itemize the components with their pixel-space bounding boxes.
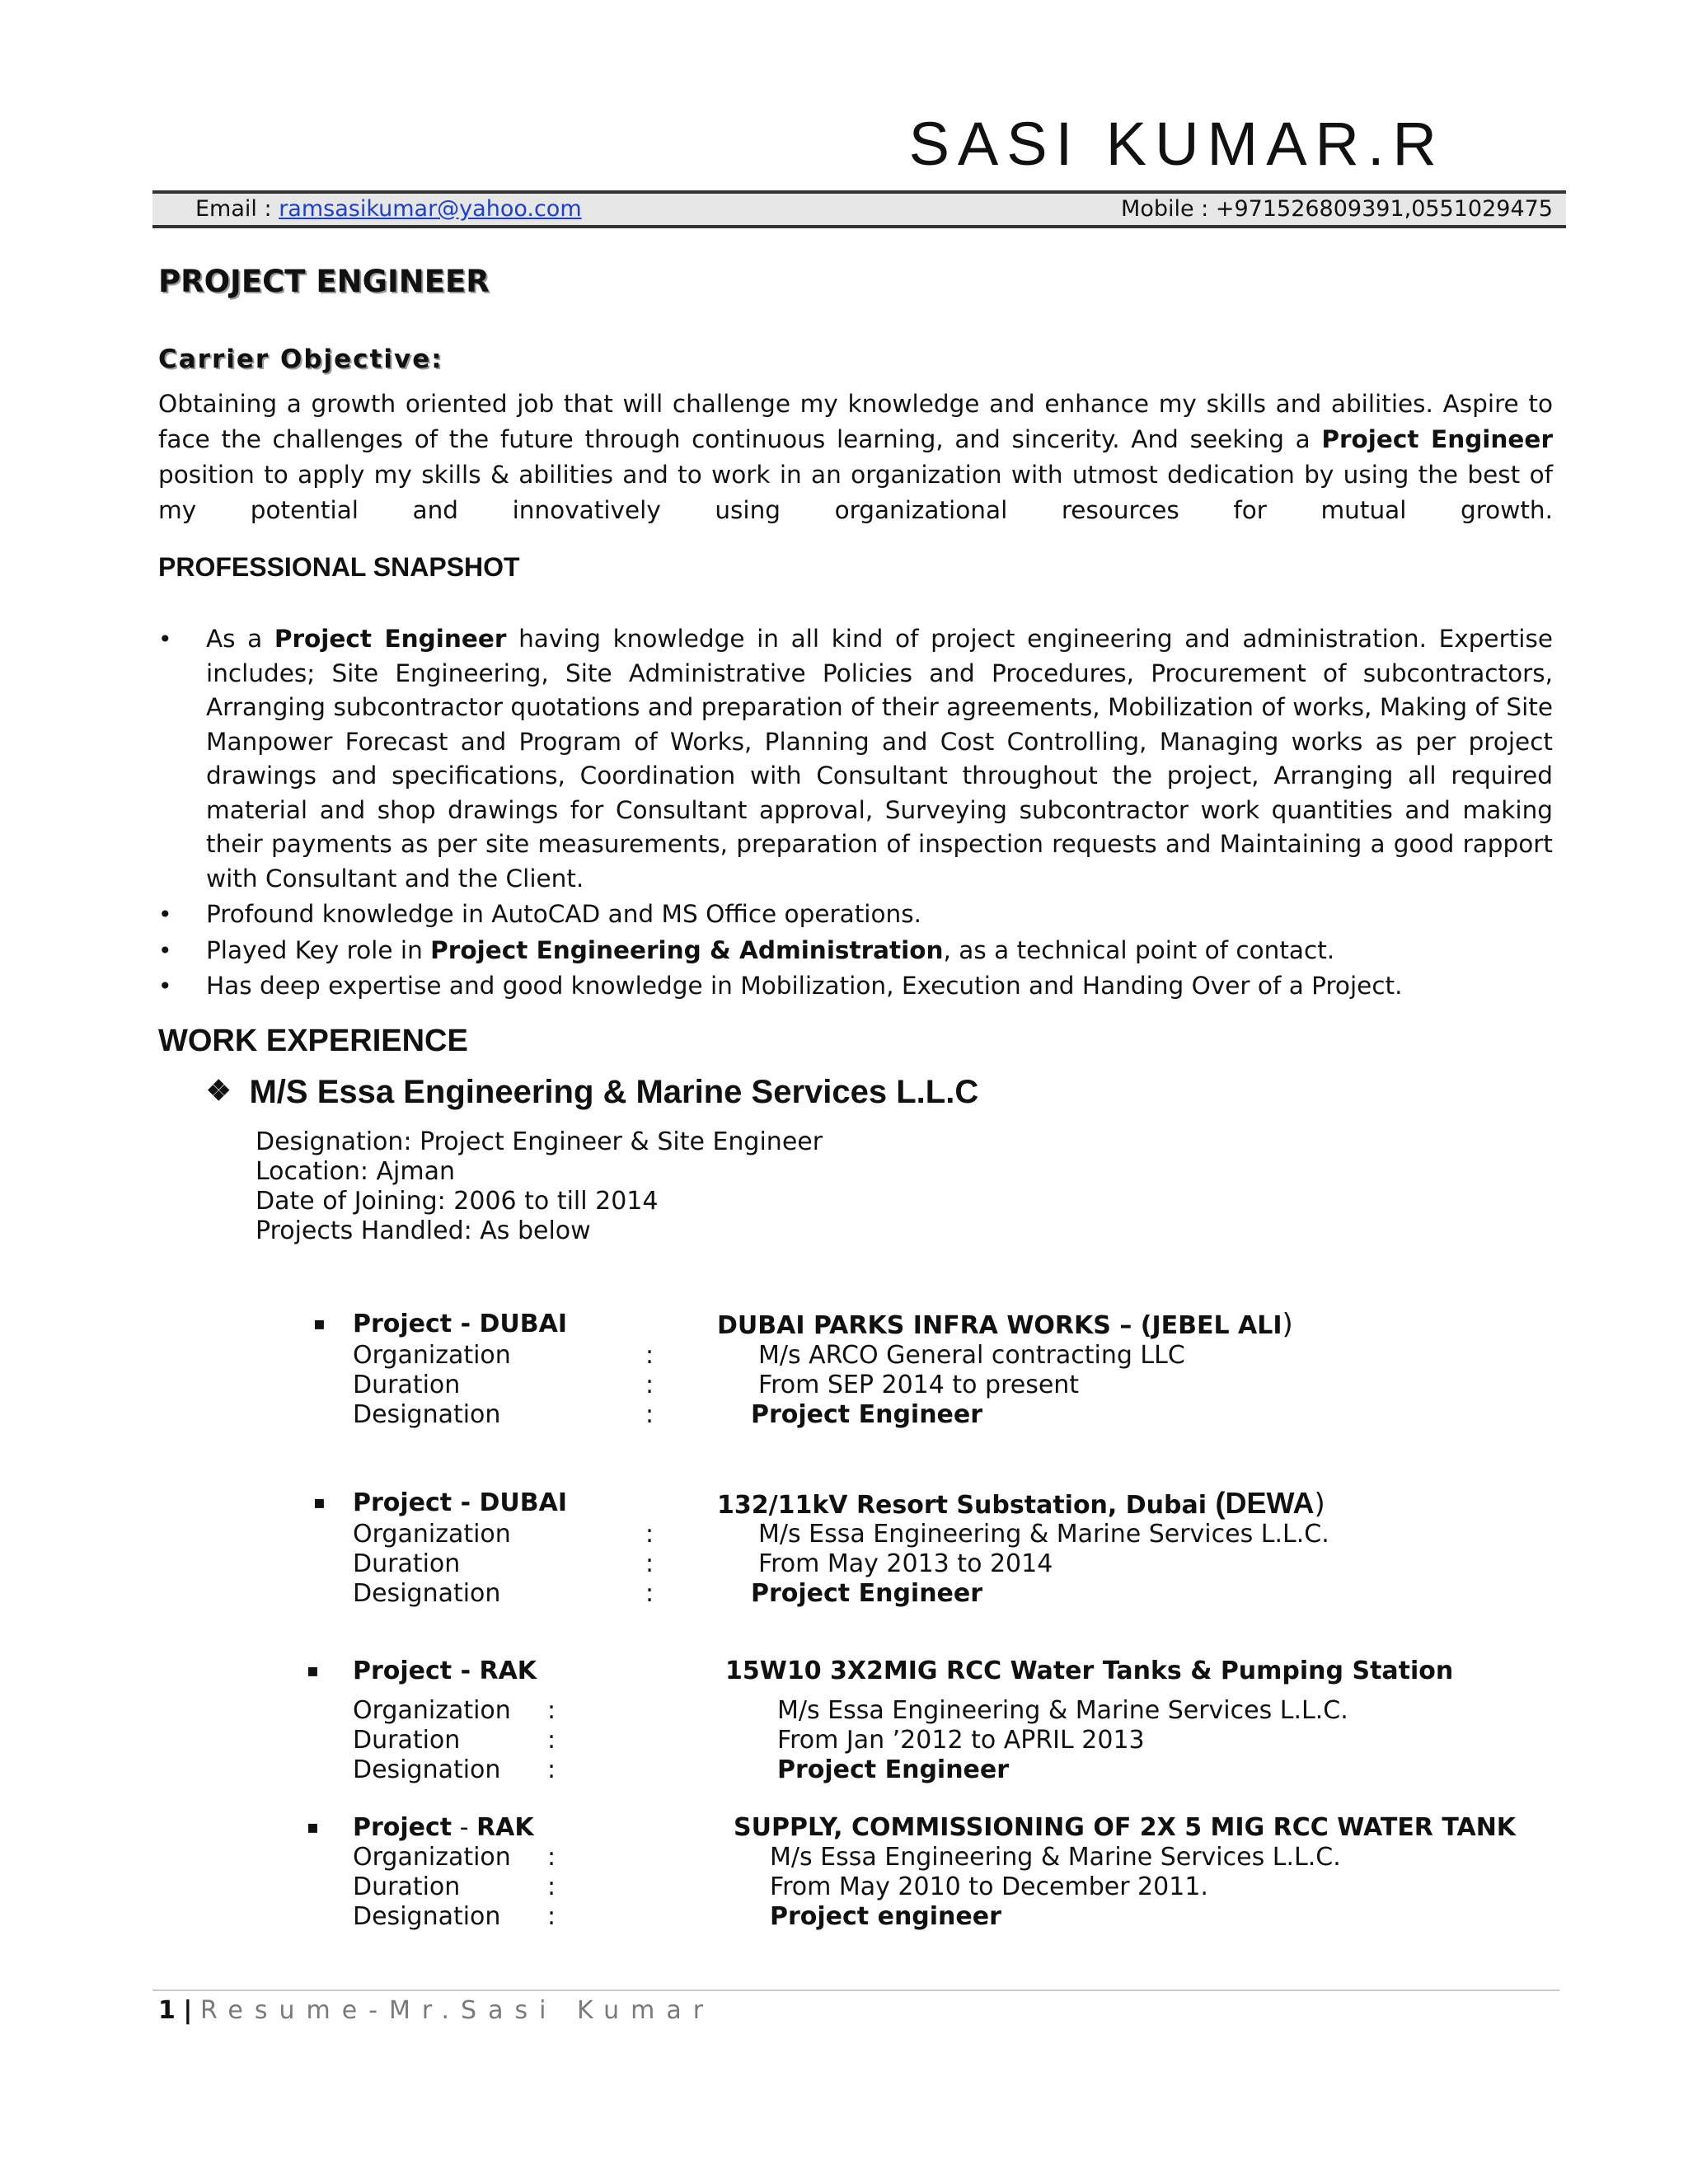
footer-divider xyxy=(152,1990,1559,1991)
snapshot-item xyxy=(158,622,1553,896)
objective-text-1: Obtaining a growth oriented job that will challenge my knowledge and enhance my skills and abilities. Aspire to face the challenges of the future through continuous learning, and sincerity. And seeking a xyxy=(158,390,1553,453)
project-label: Project - DUBAI xyxy=(353,1310,567,1338)
candidate-name: SASI KUMAR.R xyxy=(908,110,1445,178)
diamond-bullet-icon: ❖ xyxy=(206,1076,232,1107)
snapshot-text: having knowledge in all kind of project engineering and administration. Expertise includes; Site Engineering, Site Administrative Policies and Procedures, Procurement of subcontractors, Arranging subcontractor quotations and preparation of their agreements, Mobilization of works, Making of Site Manpower Forecast and Program of Works, Planning and Cost Controlling, Managing works as per project drawings and specifications, Coordination with Consultant throughout the project, Arranging all required material and shop drawings for Consultant approval, Surveying subcontractor work quantities and making their payments as per site measurements, preparation of inspection requests and Maintaining a good rapport with Consultant and the Client. xyxy=(206,625,1553,893)
project-designation: Project Engineer xyxy=(777,1755,1010,1784)
project-title: 15W10 3X2MIG RCC Water Tanks & Pumping Station xyxy=(725,1657,1454,1685)
objective-heading: Carrier Objective: xyxy=(158,344,443,374)
company-joining: Date of Joining: 2006 to till 2014 xyxy=(256,1187,659,1216)
company-name: M/S Essa Engineering & Marine Services L.L.C xyxy=(249,1074,979,1110)
bullet-dot-icon: • xyxy=(158,972,172,1000)
objective-paragraph xyxy=(158,387,1553,528)
snapshot-list xyxy=(158,622,1553,1004)
email-line xyxy=(195,194,582,225)
project-duration: From SEP 2014 to present xyxy=(758,1371,1080,1399)
objective-role: Project Engineer xyxy=(1321,425,1553,453)
page-footer xyxy=(158,1996,715,2025)
project-organization: M/s Essa Engineering & Marine Services L.L.C. xyxy=(770,1843,1341,1872)
snapshot-bold: Project Engineering & Administration xyxy=(430,935,944,964)
mobile-number: Mobile : +971526809391,0551029475 xyxy=(1121,196,1553,222)
snapshot-bold: Project Engineer xyxy=(274,625,507,653)
bullet-dot-icon: • xyxy=(158,936,172,964)
square-bullet-icon: ▪ xyxy=(307,1817,319,1838)
snapshot-text: Has deep expertise and good knowledge in Mobilization, Execution and Handing Over of a Project. xyxy=(206,972,1403,1000)
project-duration: From May 2010 to December 2011. xyxy=(770,1872,1208,1901)
company-heading xyxy=(206,1074,978,1111)
bullet-dot-icon: • xyxy=(158,626,172,653)
snapshot-item xyxy=(158,934,1553,968)
objective-text-2: position to apply my skills & abilities and to work in an organization with utmost dedication by using the best of my potential and innovatively using organizational resources for mutual growth. xyxy=(158,461,1553,524)
snapshot-item xyxy=(158,898,1553,932)
square-bullet-icon: ▪ xyxy=(307,1661,319,1681)
project-label: Project - RAK xyxy=(353,1657,537,1685)
email-link[interactable]: ramsasikumar@yahoo.com xyxy=(279,196,582,222)
company-projects-handled: Projects Handled: As below xyxy=(256,1216,591,1245)
contact-bar xyxy=(152,190,1566,228)
snapshot-text: Profound knowledge in AutoCAD and MS Office operations. xyxy=(206,900,921,928)
snapshot-text: As a xyxy=(206,625,274,653)
bullet-dot-icon: • xyxy=(158,901,172,928)
project-organization: M/s Essa Engineering & Marine Services L.L.C. xyxy=(777,1696,1348,1725)
square-bullet-icon: ▪ xyxy=(313,1493,326,1513)
snapshot-heading: PROFESSIONAL SNAPSHOT xyxy=(158,552,520,582)
project-designation: Project Engineer xyxy=(751,1400,983,1429)
resume-page: SASI KUMAR.R Email : ramsasikumar@yahoo.com Mobile : +971526809391,0551029475 PROJECT ENGINEER Carrier Objective: Obtaining a growth oriented job that will challenge my knowledge and enhance my skills and abilities. Aspire to face the challenges of the future through continuous learning, and sincerity. And seeking a Project Engineer position to apply my skills & abilities and to work in an organization with utmost dedication by using the best of my potential and innovatively using organizational resources for mutual growth. PROFESSIONAL SNAPSHOT • As a Project Engineer having knowledge in all kind of project engineering and administration. Expertise includes; Site Engineering, Site Administrative Policies and Procedures, Procurement of subcontractors, Arranging subcontractor quotations and preparation of their agreements, Mobilization of works, Making of Site Manpower Forecast and Program of Works, Planning and Cost Controlling, Managing works as per project drawings and specifications, Coordination with Consultant throughout the project, Arranging all required material and shop drawings for Consultant approval, Surveying subcontractor work quantities and making their payments as per site measurements, preparation of inspection requests and Maintaining a good rapport with Consultant and the Client. • Profound knowledge in AutoCAD and MS Office operations. • Played Key role in Project Engineering & Administration, as a technical point of contact. • Has deep expertise and good knowledge in Mobilization, Execution and Handing Over of a Project. WORK EXPERIENCE ❖ M/S Essa Engineering & Marine Services L.L.C Designation: Project Engineer & Site Engineer Location: Ajman Date of Joining: 2006 to till 2014 Projects Handled: As below ▪ Project - DUBAI DUBAI PARKS INFRA WORKS – (JEBEL ALI) Organization : M/s ARCO General contracting LLC Duration : From SEP 2014 to present Designation : Project Engineer ▪ Project - DUBAI 132/11kV Resort Substation, Dubai (DEWA) Organization : M/s Essa Engineering & Marine Services L.L.C. Duration : From May 2013 to 2014 Designation : Project Engineer ▪ Project - RAK 15W10 3X2MIG RCC Water Tanks & Pumping Station Organization : M/s Essa Engineering & Marine Services L.L.C. Duration : From Jan ’2012 to APRIL 2013 Designation : Project Engineer ▪ Project - RAK SUPPLY, COMMISSIONING OF 2X 5 MIG RCC WATER TANK Organization : M/s Essa Engineering & Marine Services L.L.C. Duration : From May 2010 to December 2011. Designation : Project engineer 1 | Resume-Mr.Sasi Kumar xyxy=(0,0,1688,2184)
project-duration: From May 2013 to 2014 xyxy=(758,1549,1053,1578)
company-location: Location: Ajman xyxy=(256,1157,456,1186)
project-title: DUBAI PARKS INFRA WORKS – (JEBEL ALI) xyxy=(717,1308,1293,1341)
company-details xyxy=(256,1127,823,1246)
project-organization: M/s Essa Engineering & Marine Services L.L.C. xyxy=(758,1520,1329,1549)
company-designation: Designation: Project Engineer & Site Engineer xyxy=(256,1127,823,1156)
job-title: PROJECT ENGINEER xyxy=(158,264,490,299)
project-title: SUPPLY, COMMISSIONING OF 2X 5 MIG RCC WATER TANK xyxy=(734,1813,1517,1842)
footer-separator: | xyxy=(183,1996,193,2025)
project-designation: Project Engineer xyxy=(751,1579,983,1608)
square-bullet-icon: ▪ xyxy=(313,1314,326,1334)
page-number: 1 xyxy=(158,1996,176,2025)
snapshot-text: Played Key role in xyxy=(206,935,431,964)
work-experience-heading: WORK EXPERIENCE xyxy=(158,1024,468,1058)
project-organization: M/s ARCO General contracting LLC xyxy=(758,1341,1185,1370)
project-duration: From Jan ’2012 to APRIL 2013 xyxy=(777,1726,1145,1755)
email-label: Email : xyxy=(195,196,272,222)
project-label: Project - DUBAI xyxy=(353,1488,567,1517)
snapshot-text: , as a technical point of contact. xyxy=(943,935,1335,964)
project-label: Project - RAK xyxy=(353,1813,534,1842)
footer-text: Resume-Mr.Sasi Kumar xyxy=(199,1996,715,2025)
project-title: 132/11kV Resort Substation, Dubai (DEWA) xyxy=(717,1486,1325,1521)
snapshot-item xyxy=(158,969,1553,1004)
project-designation: Project engineer xyxy=(770,1902,1001,1931)
